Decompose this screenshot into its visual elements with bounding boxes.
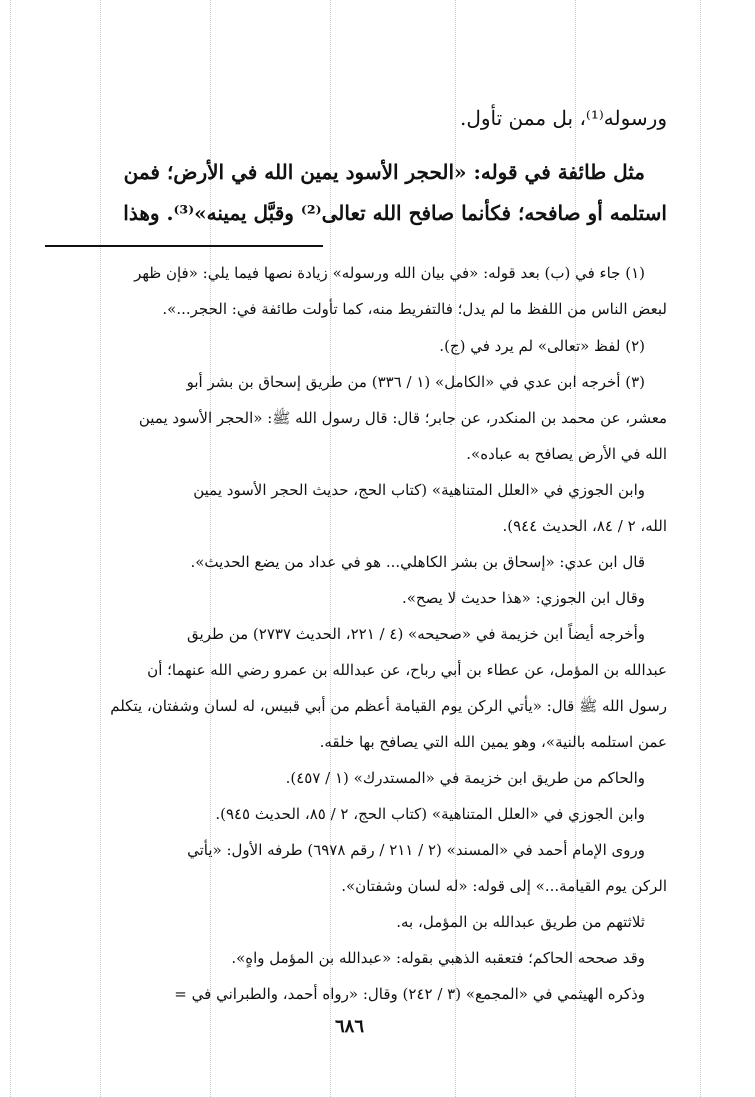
main-text-line: ورسوله⁽¹⁾، بل ممن تأول. <box>459 106 667 130</box>
footnote-line: رسول الله ﷺ قال: «يأتي الركن يوم القيامة أعظم من أبي قبيس، له لسان وشفتان، يتكلم <box>110 697 667 715</box>
footnote-line: الركن يوم القيامة...» إلى قوله: «له لسان وشفتان». <box>341 877 667 895</box>
footnote-line: وابن الجوزي في «العلل المتناهية» (كتاب الحج، حديث الحجر الأسود يمين <box>193 481 645 499</box>
footnote-line: الله في الأرض يصافح به عباده». <box>466 445 667 463</box>
footnote-line: عمن استلمه بالنية»، وهو يمين الله التي يصافح بها خلقه. <box>319 733 667 751</box>
footnote-line: وقال ابن الجوزي: «هذا حديث لا يصح». <box>401 589 645 607</box>
footnote-line: وابن الجوزي في «العلل المتناهية» (كتاب الحج، ٢ / ٨٥، الحديث ٩٤٥). <box>215 805 645 823</box>
main-text-line: استلمه أو صافحه؛ فكأنما صافح الله تعالى⁽²⁾ وقبَّل يمينه»⁽³⁾. وهذا <box>123 201 667 225</box>
footnote-line: عبدالله بن المؤمل، عن عطاء بن أبي رباح، عن عبدالله بن عمرو رضي الله عنهما؛ أن <box>147 661 667 679</box>
main-text-line: مثل طائفة في قوله: «الحجر الأسود يمين الله في الأرض؛ فمن <box>123 160 645 184</box>
footnote-line: وقد صححه الحاكم؛ فتعقبه الذهبي بقوله: «عبدالله بن المؤمل واهٍ». <box>231 949 645 967</box>
footnote-line: وروى الإمام أحمد في «المسند» (٢ / ٢١١ / رقم ٦٩٧٨) طرفه الأول: «يأتي <box>187 841 645 859</box>
footnote-line: والحاكم من طريق ابن خزيمة في «المستدرك» (١ / ٤٥٧). <box>285 769 645 787</box>
footnote-line: الله، ٢ / ٨٤، الحديث ٩٤٤). <box>502 517 667 535</box>
footnote-line: (١) جاء في (ب) بعد قوله: «في بيان الله ورسوله» زيادة نصها فيما يلي: «فإن ظهر <box>134 264 645 282</box>
footnote-line: وذكره الهيثمي في «المجمع» (٣ / ٢٤٢) وقال: «رواه أحمد، والطبراني في = <box>174 985 645 1003</box>
footnote-line: (٢) لفظ «تعالى» لم يرد في (ج). <box>439 337 645 355</box>
footnote-line: لبعض الناس من اللفظ ما لم يدل؛ فالتفريط منه، كما تأولت طائفة في: الحجر...». <box>162 300 667 318</box>
footnote-line: وأخرجه أيضاً ابن خزيمة في «صحيحه» (٤ / ٢٢١، الحديث ٢٧٣٧) من طريق <box>187 625 645 643</box>
footnote-line: ثلاثتهم من طريق عبدالله بن المؤمل، به. <box>396 913 645 931</box>
footnote-separator <box>45 245 323 247</box>
footnote-line: (٣) أخرجه ابن عدي في «الكامل» (١ / ٣٣٦) من طريق إسحاق بن بشر أبو <box>186 373 645 391</box>
page-number: ٦٨٦ <box>335 1016 365 1037</box>
footnote-line: قال ابن عدي: «إسحاق بن بشر الكاهلي... هو في عداد من يضع الحديث». <box>190 553 645 571</box>
footnote-line: معشر، عن محمد بن المنكدر، عن جابر؛ قال: قال رسول الله ﷺ: «الحجر الأسود يمين <box>138 409 667 427</box>
